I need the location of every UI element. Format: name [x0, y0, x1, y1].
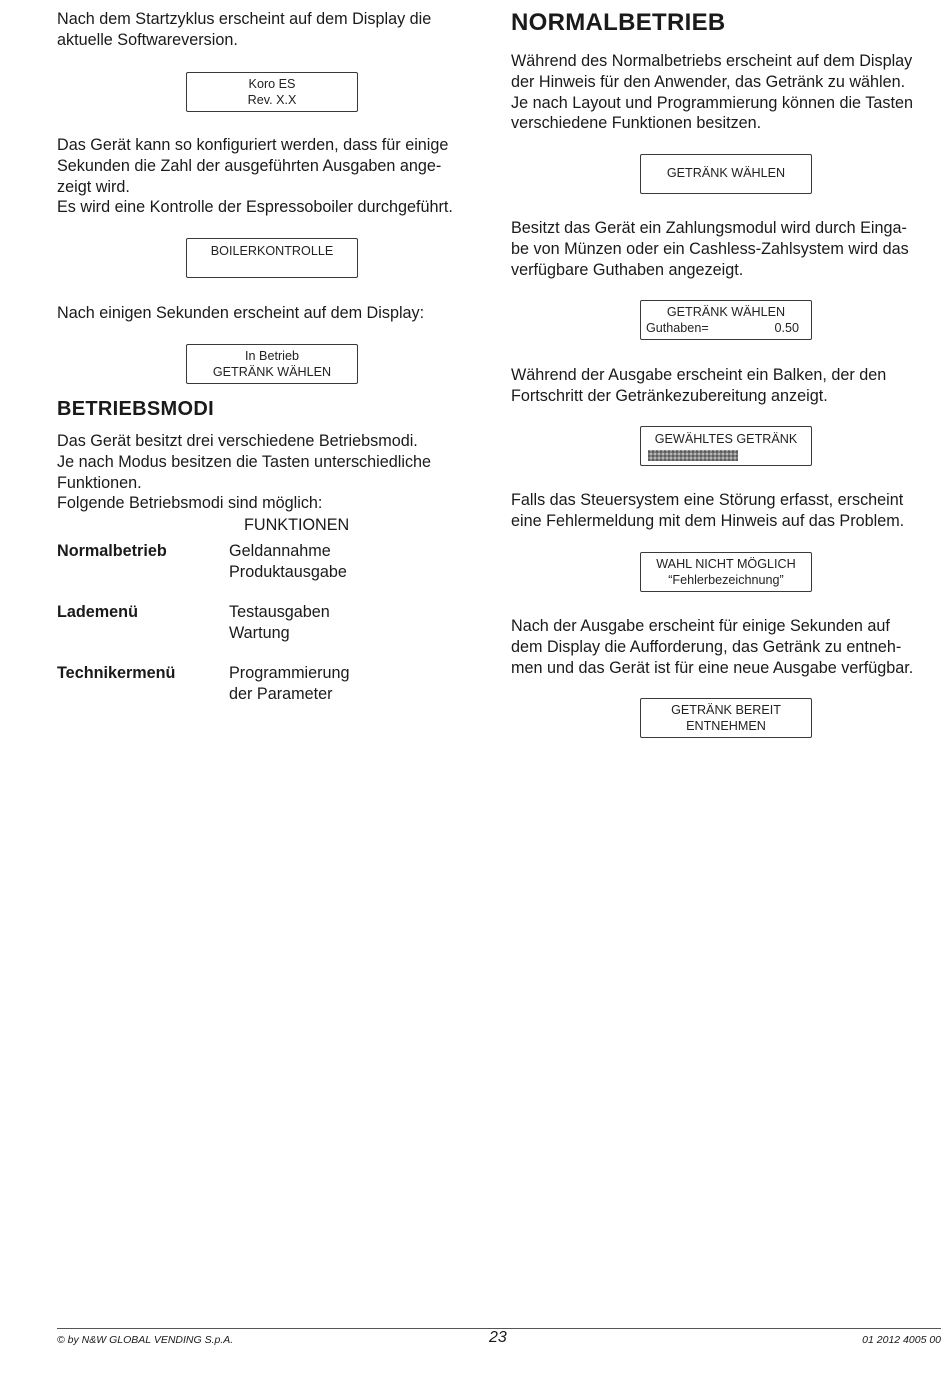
page-number: 23 [489, 1329, 507, 1346]
progress-bar [648, 450, 738, 461]
display-select-drink: GETRÄNK WÄHLEN [640, 154, 812, 194]
after-text: Nach einigen Sekunden erscheint auf dem Display: [57, 304, 425, 322]
mode-name-normal: Normalbetrieb [57, 542, 167, 560]
progress-text: Während der Ausgabe erscheint ein Balken, der den Fortschritt der Getränkezubereitung anzeigt. [511, 366, 887, 405]
mode-functions-technician: Programmierung der Parameter [229, 664, 350, 703]
footer-copyright: © by N&W GLOBAL VENDING S.p.A. [57, 1334, 234, 1346]
normal-operation-text: Während des Normalbetriebs erscheint auf dem Display der Hinweis für den Anwender, das Getränk zu wählen. Je nach Layout und Programmierung können die Tasten verschiedene Funktionen besitzen. [511, 52, 913, 133]
intro-text: Nach dem Startzyklus erscheint auf dem Display die aktuelle Softwareversion. [57, 10, 432, 49]
display-software-version: Koro ES Rev. X.X [186, 72, 358, 112]
config-text: Das Gerät kann so konfiguriert werden, dass für einige Sekunden die Zahl der ausgeführten Ausgaben ange- zeigt wird. Es wird eine Kontrolle der Espressoboiler durchgeführt. [57, 136, 453, 217]
credit-value: 0.50 [774, 321, 799, 335]
payment-text: Besitzt das Gerät ein Zahlungsmodul wird durch Einga- be von Münzen oder ein Cashless-Zahlsystem wird das verfügbare Guthaben angezeigt. [511, 219, 909, 279]
mode-functions-load: Testausgaben Wartung [229, 603, 330, 642]
display-drink-ready: GETRÄNK BEREIT ENTNEHMEN [640, 698, 812, 738]
functions-heading: FUNKTIONEN [244, 516, 350, 534]
mode-name-load: Lademenü [57, 603, 138, 621]
normal-operation-heading: NORMALBETRIEB [511, 9, 726, 36]
error-text: Falls das Steuersystem eine Störung erfasst, erscheint eine Fehlermeldung mit dem Hinweis auf das Problem. [511, 491, 905, 530]
credit-label: Guthaben= [646, 321, 709, 335]
display-credit: GETRÄNK WÄHLEN Guthaben= 0.50 [640, 300, 812, 340]
display-error: WAHL NICHT MÖGLICH “Fehlerbezeichnung” [640, 552, 812, 592]
display-in-operation: In Betrieb GETRÄNK WÄHLEN [186, 344, 358, 384]
document-number: 01 2012 4005 00 [862, 1334, 941, 1346]
mode-functions-normal: Geldannahme Produktausgabe [229, 542, 347, 581]
mode-name-technician: Technikermenü [57, 664, 176, 682]
display-boiler-check: BOILERKONTROLLE [186, 238, 358, 278]
modes-heading: BETRIEBSMODI [57, 398, 214, 420]
ready-text: Nach der Ausgabe erscheint für einige Sekunden auf dem Display die Aufforderung, das Getränk zu entneh- men und das Gerät ist für eine neue Ausgabe verfügbar. [511, 617, 914, 677]
display-progress: GEWÄHLTES GETRÄNK [640, 426, 812, 466]
modes-intro-text: Das Gerät besitzt drei verschiedene Betriebsmodi. Je nach Modus besitzen die Tasten unterschiedliche Funktionen. Folgende Betriebsmodi sind möglich: [57, 432, 432, 513]
